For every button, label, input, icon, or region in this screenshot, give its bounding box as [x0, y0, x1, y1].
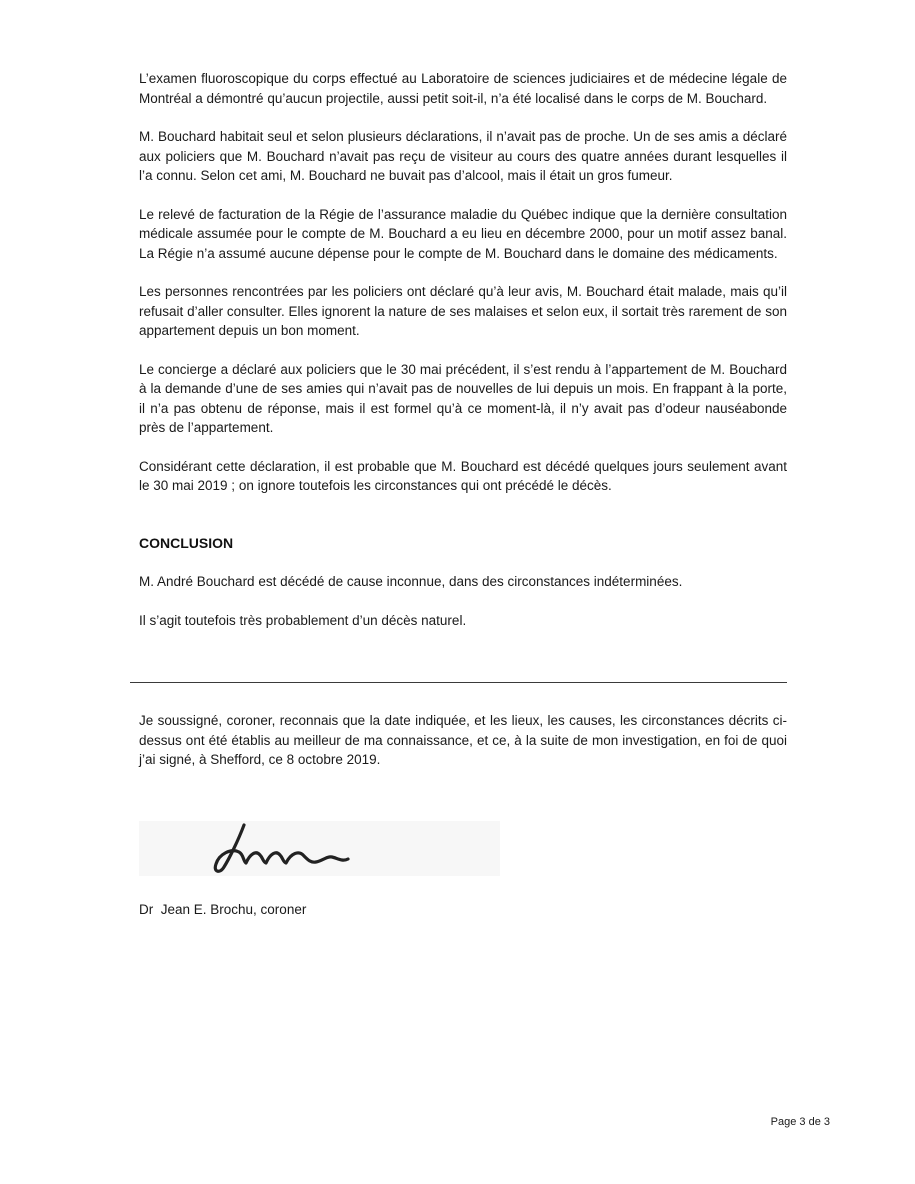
- signature-stroke-icon: [139, 821, 500, 876]
- conclusion-paragraph: Il s’agit toutefois très probablement d’un décès naturel.: [139, 612, 467, 628]
- body-paragraph: Le concierge a déclaré aux policiers que le 30 mai précédent, il s’est rendu à l’appartement de M. Bouchard à la demande d’une de ses amies qui n’avait pas de nouvelles de lui depuis un mois. En frappant à la porte, il n’a pas obtenu de réponse, mais il est formel qu’à ce moment-là, il n’y avait pas d’odeur nauséabonde près de l’appartement.: [139, 361, 787, 435]
- body-paragraph: M. Bouchard habitait seul et selon plusieurs déclarations, il n’avait pas de proche. Un de ses amis a déclaré aux policiers que M. Bouchard n’avait pas reçu de visiteur au cours des quatre années durant lesquelles il l’a connu. Selon cet ami, M. Bouchard ne buvait pas d’alcool, mais il était un gros fumeur.: [139, 129, 787, 183]
- handwritten-signature-image: [139, 821, 500, 876]
- report-body: [139, 0, 787, 919]
- body-paragraph: Les personnes rencontrées par les policiers ont déclaré qu’à leur avis, M. Bouchard était malade, mais qu’il refusait d’aller consulter. Elles ignorent la nature de ses malaises et selon eux, il sortait très rarement de son appartement depuis un bon moment.: [139, 284, 787, 338]
- signature-section-divider: [130, 682, 787, 683]
- conclusion-heading: CONCLUSION: [139, 534, 234, 551]
- page-number: Page 3 de 3: [770, 1116, 830, 1128]
- attestation-paragraph: Je soussigné, coroner, reconnais que la date indiquée, et les lieux, les causes, les circonstances décrits ci-dessus ont été établis au meilleur de ma connaissance, et ce, à la suite de mon investigation, en foi de quoi j’ai signé, à Shefford, ce 8 octobre 2019.: [139, 713, 787, 767]
- signatory-name: Dr Jean E. Brochu, coroner: [139, 901, 307, 917]
- body-paragraph: Considérant cette déclaration, il est probable que M. Bouchard est décédé quelques jours seulement avant le 30 mai 2019 ; on ignore toutefois les circonstances qui ont précédé le décès.: [139, 458, 787, 493]
- body-paragraph: Le relevé de facturation de la Régie de l’assurance maladie du Québec indique que la dernière consultation médicale assumée pour le compte de M. Bouchard a eu lieu en décembre 2000, pour un motif assez banal. La Régie n’a assumé aucune dépense pour le compte de M. Bouchard dans le domaine des médicaments.: [139, 206, 787, 261]
- conclusion-paragraph: M. André Bouchard est décédé de cause inconnue, dans des circonstances indéterminées.: [139, 574, 683, 589]
- body-paragraph: L’examen fluoroscopique du corps effectué au Laboratoire de sciences judiciaires et de médecine légale de Montréal a démontré qu’aucun projectile, aussi petit soit-il, n’a été localisé dans le corps de M. Bouchard.: [139, 71, 787, 106]
